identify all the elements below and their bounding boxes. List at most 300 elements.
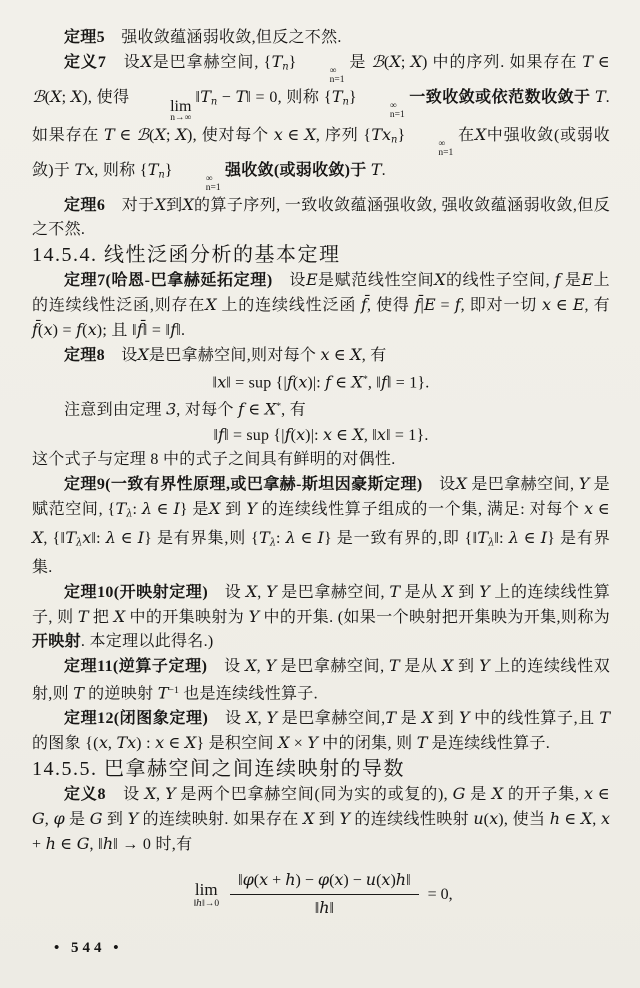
math-run: x xyxy=(273,125,283,144)
paragraph xyxy=(32,706,610,756)
text-run: 设 xyxy=(207,657,246,675)
text-run: ( xyxy=(376,872,382,890)
stack-superscript: ∞ xyxy=(329,66,337,76)
text-run: 中的开集映射为 xyxy=(125,608,249,626)
math-run: ℬ xyxy=(371,52,384,71)
text-run: . 本定理以此得名.) xyxy=(80,632,214,650)
text-run: : xyxy=(275,530,286,548)
text-run: 是从 xyxy=(400,583,443,601)
stack-subscript: n=1 xyxy=(438,148,454,158)
math-run: E xyxy=(306,270,318,289)
math-run: X xyxy=(184,733,197,753)
math-run: h xyxy=(319,898,330,918)
math-run: x xyxy=(155,733,165,753)
math-run: λ xyxy=(105,528,116,548)
math-run: x xyxy=(334,870,344,890)
text-run: ( xyxy=(82,322,88,339)
math-run: ℬ xyxy=(136,125,149,144)
text-run: . xyxy=(381,162,386,179)
formula-rhs xyxy=(428,883,453,907)
text-run: 是巴拿赫空间, xyxy=(276,657,390,675)
math-run: X xyxy=(50,87,62,106)
text-run: 到 xyxy=(102,811,128,829)
math-run: Y xyxy=(266,581,277,601)
text-run: ‖ → 0 时,有 xyxy=(113,836,193,854)
math-run: X xyxy=(351,372,363,392)
text-run: 设 xyxy=(104,347,138,364)
math-run: λ xyxy=(126,508,133,520)
math-run: f̄ xyxy=(32,320,38,339)
paragraph xyxy=(32,193,610,242)
text-run: ‖ = 0, 则称 { xyxy=(246,89,332,106)
limits-stack xyxy=(358,102,405,120)
text-run: ‖→0 xyxy=(202,898,220,909)
text-run: , xyxy=(44,811,54,829)
math-run: T xyxy=(200,87,211,106)
text-run: , xyxy=(107,735,117,753)
text-run: } 是有界集. xyxy=(32,530,610,576)
text-run: 把 xyxy=(88,608,114,626)
stack-subscript: n=1 xyxy=(205,183,221,193)
fraction-numerator xyxy=(230,869,419,895)
text-run: ‖ xyxy=(213,426,219,444)
paragraph xyxy=(32,448,610,472)
math-run: h xyxy=(395,870,407,890)
math-run: λ xyxy=(488,537,495,549)
text-run: 强收敛(或弱收敛)于 xyxy=(224,162,367,179)
math-run: I xyxy=(173,498,180,518)
text-run: 设 xyxy=(207,583,246,601)
text-run: 是连续线性算子. xyxy=(427,735,551,753)
stack-subscript: n=1 xyxy=(389,110,405,120)
text-run: , 有 xyxy=(584,297,610,314)
math-run: X xyxy=(32,528,44,548)
limit-subscript: n→∞ xyxy=(170,113,192,123)
text-run: ); 且 ‖ xyxy=(96,322,137,339)
math-run: G xyxy=(32,809,45,829)
text-run: ; xyxy=(61,89,71,106)
text-run: | xyxy=(420,297,425,314)
text-run: ), 使当 xyxy=(498,811,550,829)
text-run: ∈ xyxy=(331,426,353,444)
text-run: ∈ xyxy=(282,127,305,144)
text-run: ∈ xyxy=(592,54,610,71)
math-run: x xyxy=(217,372,227,392)
text-run: )|: xyxy=(307,374,326,392)
text-run: , xyxy=(592,811,601,829)
math-run: n xyxy=(391,134,398,146)
math-run: E xyxy=(424,295,436,314)
math-run: h xyxy=(196,897,203,909)
limits-stack xyxy=(406,140,453,158)
math-run: I xyxy=(540,528,548,548)
text-run: ∈ xyxy=(331,374,352,392)
math-run: n xyxy=(210,96,218,108)
text-run: , 即对一切 xyxy=(460,297,542,314)
math-run: G xyxy=(89,809,103,829)
math-run: Y xyxy=(307,733,318,753)
text-run: ‖ xyxy=(238,872,243,890)
math-run: I xyxy=(137,528,145,548)
section-heading: 14.5.4. 线性泛函分析的基本定理 xyxy=(32,244,341,266)
text-run: ‖ xyxy=(406,872,411,890)
math-run: X xyxy=(209,498,221,518)
text-run: 一致收敛或依范数收敛于 xyxy=(409,89,591,106)
math-run: T xyxy=(73,683,84,703)
math-run: f̄ xyxy=(361,295,367,314)
text-run: 的开子集, xyxy=(503,786,585,804)
text-run: = 0, xyxy=(427,885,453,903)
text-run: ∈ xyxy=(518,530,541,548)
math-run: I xyxy=(317,528,324,548)
text-run: , ‖ xyxy=(363,426,377,444)
text-run: 注意到由定理 xyxy=(64,401,167,419)
text-run: 的线性子空间, xyxy=(445,272,555,289)
math-run: n xyxy=(342,96,349,108)
math-run: T xyxy=(477,528,489,548)
math-run: X xyxy=(442,581,454,601)
math-run: T xyxy=(599,708,610,728)
math-run: Y xyxy=(339,809,350,829)
text-run: 到 xyxy=(453,583,480,601)
math-run: ℬ xyxy=(32,87,45,106)
text-run: 是巴拿赫空间, xyxy=(277,710,386,728)
text-run: 定义7 xyxy=(64,54,107,71)
text-run: 设 xyxy=(106,54,141,71)
text-run: 是 xyxy=(344,54,372,71)
math-run: Y xyxy=(265,655,277,675)
math-run: f xyxy=(286,372,293,392)
math-run: T xyxy=(389,655,400,675)
text-run: ( xyxy=(483,811,490,829)
math-run: X xyxy=(154,125,167,144)
text-run: 的连续映射. 如果存在 xyxy=(138,811,303,829)
math-run: x xyxy=(489,809,499,829)
text-run: , 则称 { xyxy=(94,162,148,179)
math-run: X xyxy=(350,345,362,364)
text-run: ) − xyxy=(295,872,318,890)
math-run: f̄ xyxy=(414,295,421,314)
inline-display-formula xyxy=(32,423,610,448)
text-run: ‖ = 1}. xyxy=(386,374,430,392)
paragraph xyxy=(32,782,610,857)
math-run: x xyxy=(296,424,306,444)
math-run: T xyxy=(157,683,169,703)
math-run: T xyxy=(331,87,343,106)
section-heading: 14.5.5. 巴拿赫空间之间连续映射的导数 xyxy=(32,758,405,781)
text-run: ‖ xyxy=(329,900,334,918)
math-run: X xyxy=(245,655,257,675)
fraction-denominator xyxy=(315,895,334,920)
math-run: f xyxy=(380,372,387,392)
text-run: + xyxy=(32,836,46,854)
math-run: X xyxy=(278,733,290,753)
text-run: ) xyxy=(390,872,396,890)
text-run: 设 xyxy=(105,786,145,804)
math-run: f xyxy=(238,399,245,419)
math-run: X xyxy=(421,708,434,728)
text-run: −1 xyxy=(168,684,179,696)
math-run: x xyxy=(298,372,308,392)
text-run: , {‖ xyxy=(43,530,66,548)
text-run: 是 xyxy=(64,811,90,829)
math-run: T xyxy=(104,125,115,144)
math-run: X xyxy=(137,345,149,364)
text-run: 定理8 xyxy=(64,347,105,364)
limit-operator xyxy=(193,881,219,909)
text-run: + xyxy=(268,872,286,890)
math-run: T xyxy=(115,498,127,518)
text-run: ∈ xyxy=(115,530,138,548)
text-run: 对于 xyxy=(105,197,155,214)
math-run: f xyxy=(284,424,291,444)
text-run: ∈ xyxy=(244,401,265,419)
text-run: } 是一致有界的,即 {‖ xyxy=(323,530,478,548)
text-run: ‖ = 1}. xyxy=(385,426,429,444)
text-run: 是巴拿赫空间, xyxy=(276,583,390,601)
text-run: ∈ xyxy=(551,297,573,314)
math-run: n xyxy=(282,61,289,73)
math-run: x xyxy=(259,870,269,890)
text-run: ‖. xyxy=(176,322,186,339)
math-run: u xyxy=(473,809,484,829)
math-run: Y xyxy=(578,473,590,493)
text-run: 的连续线性算子组成的一个集, 满足: 对每个 xyxy=(256,500,585,518)
text-run: 是赋范空间, { xyxy=(32,475,610,518)
math-run: X xyxy=(491,784,504,804)
inline-display-formula xyxy=(32,368,610,395)
text-run: } xyxy=(397,127,406,144)
math-run: X xyxy=(434,270,446,289)
text-run: ) − xyxy=(343,872,366,890)
text-run: ∈ xyxy=(164,735,185,753)
math-run: 3 xyxy=(166,399,177,419)
math-run: X xyxy=(140,52,153,71)
math-run: X xyxy=(302,809,315,829)
text-run: ‖ = sup {| xyxy=(224,426,285,444)
limits-stack xyxy=(298,67,345,85)
text-run: 是两个巴拿赫空间(同为实的或复的), xyxy=(175,786,453,804)
math-run: X xyxy=(182,195,194,214)
math-run: u xyxy=(365,870,377,890)
page-content xyxy=(32,26,610,920)
math-run: X xyxy=(113,606,126,626)
math-run: λ xyxy=(269,537,276,549)
paragraph xyxy=(32,654,610,706)
text-run: * xyxy=(362,374,368,385)
math-run: f xyxy=(170,320,177,339)
math-run: X xyxy=(144,784,156,804)
math-run: f xyxy=(454,295,461,314)
stack-superscript: ∞ xyxy=(438,139,446,149)
text-run: 到 xyxy=(433,710,459,728)
math-run: Y xyxy=(479,581,490,601)
text-run: ∈ xyxy=(329,347,351,364)
math-run: E xyxy=(581,270,594,289)
fraction xyxy=(230,869,419,920)
math-run: X xyxy=(389,52,401,71)
text-run: 中的开集. (如果一个映射把开集映为开集,则称为 xyxy=(259,608,611,626)
text-run: 上的连续线性算子, 则 xyxy=(32,583,611,626)
paragraph xyxy=(32,50,610,193)
math-run: x xyxy=(98,733,108,753)
text-run: * xyxy=(276,401,282,413)
text-run: ) : xyxy=(136,735,156,753)
math-run: Y xyxy=(479,655,490,675)
text-run: , xyxy=(156,786,166,804)
math-run: T xyxy=(65,528,77,548)
paragraph xyxy=(32,26,610,50)
paragraph xyxy=(32,580,610,654)
text-run: 中强收敛(或弱收敛)于 xyxy=(32,127,610,179)
text-run: 开映射 xyxy=(32,632,81,650)
math-run: f̄ xyxy=(136,320,143,339)
text-run: 定理12(闭图象定理) xyxy=(64,710,209,728)
text-run: 在 xyxy=(453,127,475,144)
math-run: f xyxy=(76,320,83,339)
math-run: λ xyxy=(285,528,296,548)
math-run: x xyxy=(584,498,594,518)
text-run: 到 xyxy=(314,811,340,829)
text-run: ; xyxy=(400,54,411,71)
stack-subscript: n=1 xyxy=(329,75,345,85)
text-run: 的算子序列, 一致收敛蕴涵强收敛, 强收敛蕴涵弱收敛,但反之不然. xyxy=(32,197,610,238)
text-run: 中的闭集, 则 xyxy=(317,735,417,753)
text-run: 定理5 xyxy=(64,29,105,46)
text-run: ( xyxy=(329,872,335,890)
math-run: T xyxy=(389,581,401,601)
math-run: Y xyxy=(458,708,470,728)
text-run: ‖ xyxy=(314,900,320,918)
text-run: ‖: xyxy=(494,530,509,548)
math-run: T xyxy=(147,160,159,179)
stack-superscript: ∞ xyxy=(205,174,213,184)
math-run: T xyxy=(259,528,270,548)
math-run: X xyxy=(264,399,277,419)
text-run: ) 中的序列. 如果存在 xyxy=(421,54,583,71)
math-run: T xyxy=(582,52,593,71)
text-run: 是巴拿赫空间,则对每个 xyxy=(148,347,321,364)
text-run: ∈ xyxy=(560,811,581,829)
paragraph xyxy=(32,268,610,343)
math-run: Y xyxy=(246,498,257,518)
text-run: } xyxy=(288,54,297,71)
text-run: 的逆映射 xyxy=(83,685,158,703)
text-run: ‖ xyxy=(195,89,201,106)
text-run: , 对每个 xyxy=(176,401,239,419)
math-run: X xyxy=(205,295,217,314)
page-number: • 544 • xyxy=(54,940,123,957)
text-run: 设 xyxy=(422,475,456,493)
text-run: ) = xyxy=(52,322,77,339)
text-run: 强收敛蕴涵弱收敛,但反之不然. xyxy=(104,29,342,46)
text-run: , xyxy=(257,710,267,728)
limit-label: lim xyxy=(194,879,218,899)
math-run: X xyxy=(246,708,258,728)
text-run: 是 xyxy=(465,786,492,804)
text-run: } xyxy=(164,162,173,179)
math-run: G xyxy=(76,834,90,854)
text-run: 中的线性算子,且 xyxy=(469,710,600,728)
text-run: . 如果存在 xyxy=(32,89,610,144)
math-run: G xyxy=(452,784,466,804)
math-run: X xyxy=(580,809,593,829)
text-run: 也是连续线性算子. xyxy=(178,685,318,703)
math-run: Tx xyxy=(74,160,95,179)
text-run: 是从 xyxy=(399,657,442,675)
text-run: ‖ xyxy=(212,374,218,392)
text-run: ∈ xyxy=(55,836,77,854)
text-run: , xyxy=(257,583,267,601)
text-run: ∈ xyxy=(114,127,137,144)
text-run: − xyxy=(217,89,236,106)
math-run: x xyxy=(322,424,332,444)
math-run: x xyxy=(43,320,53,339)
text-run: ∈ xyxy=(295,530,318,548)
limit-operator xyxy=(138,99,191,123)
math-run: φ xyxy=(317,870,330,890)
math-run: Tx xyxy=(371,125,392,144)
text-run: } 是 xyxy=(179,500,210,518)
display-limit-formula xyxy=(32,869,610,920)
text-run: ( xyxy=(383,54,390,71)
math-run: f xyxy=(554,270,561,289)
limit-label: lim xyxy=(170,98,192,115)
text-run: 定理6 xyxy=(64,197,106,214)
math-run: T xyxy=(385,708,397,728)
text-run: ( xyxy=(292,374,299,392)
text-run: 到 xyxy=(453,657,480,675)
math-run: T xyxy=(595,87,606,106)
math-run: X xyxy=(175,125,187,144)
text-run: 设 xyxy=(208,710,247,728)
math-run: T xyxy=(235,87,247,106)
math-run: φ xyxy=(53,809,65,829)
text-run: 是巴拿赫空间, { xyxy=(152,54,272,71)
math-run: λ xyxy=(141,498,152,518)
math-run: Y xyxy=(165,784,176,804)
math-run: x xyxy=(584,784,594,804)
text-run: × xyxy=(289,735,308,753)
math-run: x xyxy=(320,345,330,364)
text-run: ), 使对每个 xyxy=(186,127,274,144)
math-run: T xyxy=(370,160,382,179)
text-run: , 有 xyxy=(361,347,387,364)
text-run: } 是积空间 xyxy=(196,735,279,753)
paragraph xyxy=(32,343,610,368)
math-run: x xyxy=(381,870,391,890)
math-run: h xyxy=(285,870,296,890)
text-run: , 使得 xyxy=(366,297,415,314)
text-run: 到 xyxy=(165,197,183,214)
math-run: f xyxy=(218,424,225,444)
text-run: , ‖ xyxy=(367,374,381,392)
text-run: 定理9(一致有界性原理,或巴拿赫-斯坦因豪斯定理) xyxy=(64,475,423,493)
math-run: X xyxy=(304,125,316,144)
text-run: , 有 xyxy=(281,401,307,419)
text-run: 这个式子与定理 8 中的式子之间具有鲜明的对偶性. xyxy=(32,450,396,468)
text-run: ( xyxy=(290,426,297,444)
math-run: X xyxy=(70,87,83,106)
text-run: 是巴拿赫空间, xyxy=(466,475,579,493)
text-run: ( xyxy=(149,127,155,144)
math-run: X xyxy=(455,473,467,493)
text-run: , xyxy=(256,657,266,675)
math-run: T xyxy=(77,606,89,626)
text-run: } xyxy=(348,89,357,106)
text-run: ∈ xyxy=(593,786,610,804)
math-run: E xyxy=(572,295,585,314)
